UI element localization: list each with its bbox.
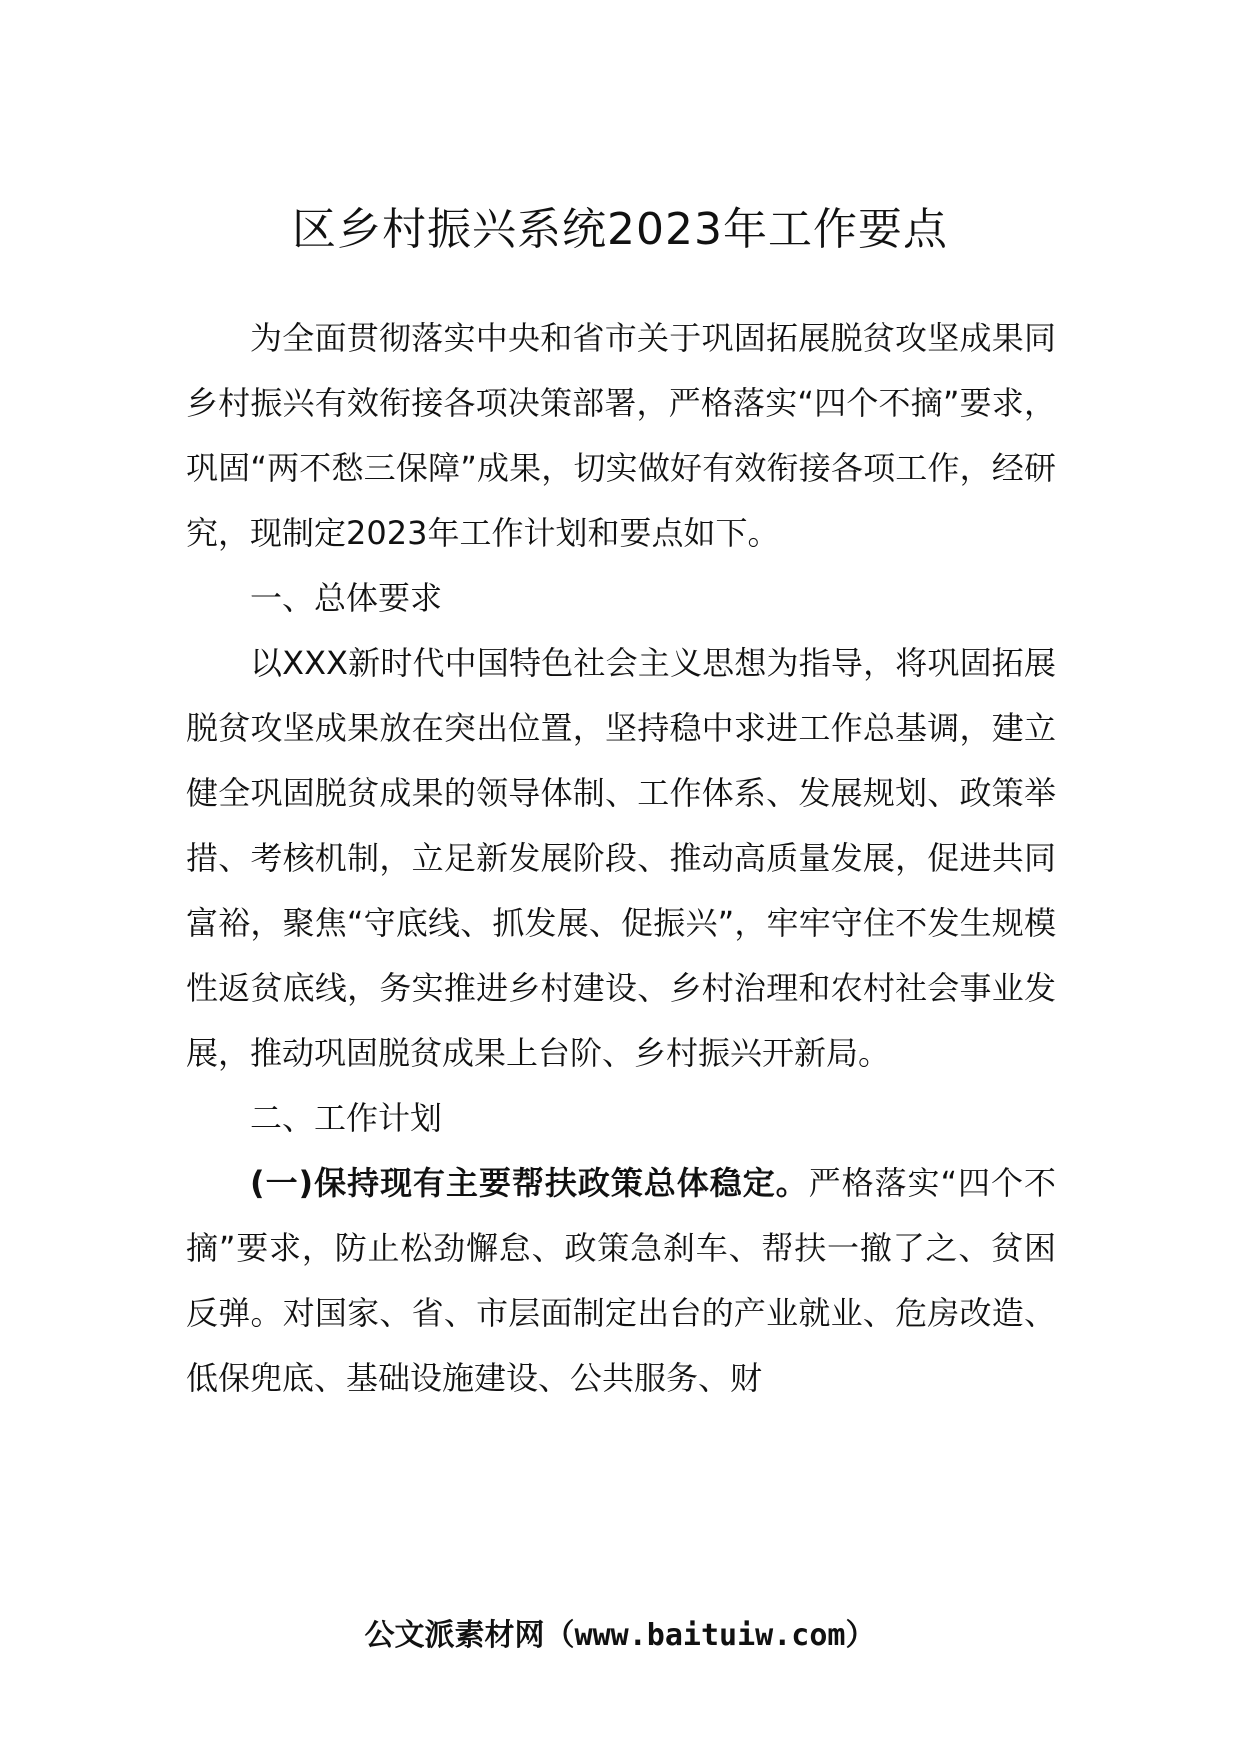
item-1-lead: (一)保持现有主要帮扶政策总体稳定。 [250, 1164, 809, 1202]
intro-paragraph: 为全面贯彻落实中央和省市关于巩固拓展脱贫攻坚成果同乡村振兴有效衔接各项决策部署，严格落实“四个不摘”要求，巩固“两不愁三保障”成果，切实做好有效衔接各项工作，经研究，现制定2023年工作计划和要点如下。 [186, 319, 1056, 552]
document-title: 区乡村振兴系统2023年工作要点 [292, 204, 948, 255]
section-heading-work-plan: 二、工作计划 [250, 1099, 443, 1137]
footer-url: （www.baituiw.com） [544, 1618, 876, 1653]
footer-site-name: 公文派素材网 [364, 1618, 545, 1653]
item-1-body: 严格落实“四个不摘”要求，防止松劲懈怠、政策急刹车、帮扶一撤了之、贫困反弹。对国家、省、市层面制定出台的产业就业、危房改造、低保兜底、基础设施建设、公共服务、财 [186, 1164, 1056, 1397]
work-plan-item-1 [186, 1151, 1056, 1411]
general-requirements-paragraph: 以XXX新时代中国特色社会主义思想为指导，将巩固拓展脱贫攻坚成果放在突出位置，坚持稳中求进工作总基调，建立健全巩固脱贫成果的领导体制、工作体系、发展规划、政策举措、考核机制，立足新发展阶段、推动高质量发展，促进共同富裕，聚焦“守底线、抓发展、促振兴”，牢牢守住不发生规模性返贫底线，务实推进乡村建设、乡村治理和农村社会事业发展，推动巩固脱贫成果上台阶、乡村振兴开新局。 [186, 644, 1056, 1072]
document-body [186, 306, 1056, 1411]
section-heading-general-requirements: 一、总体要求 [250, 579, 443, 617]
page-footer [0, 1614, 1240, 1658]
